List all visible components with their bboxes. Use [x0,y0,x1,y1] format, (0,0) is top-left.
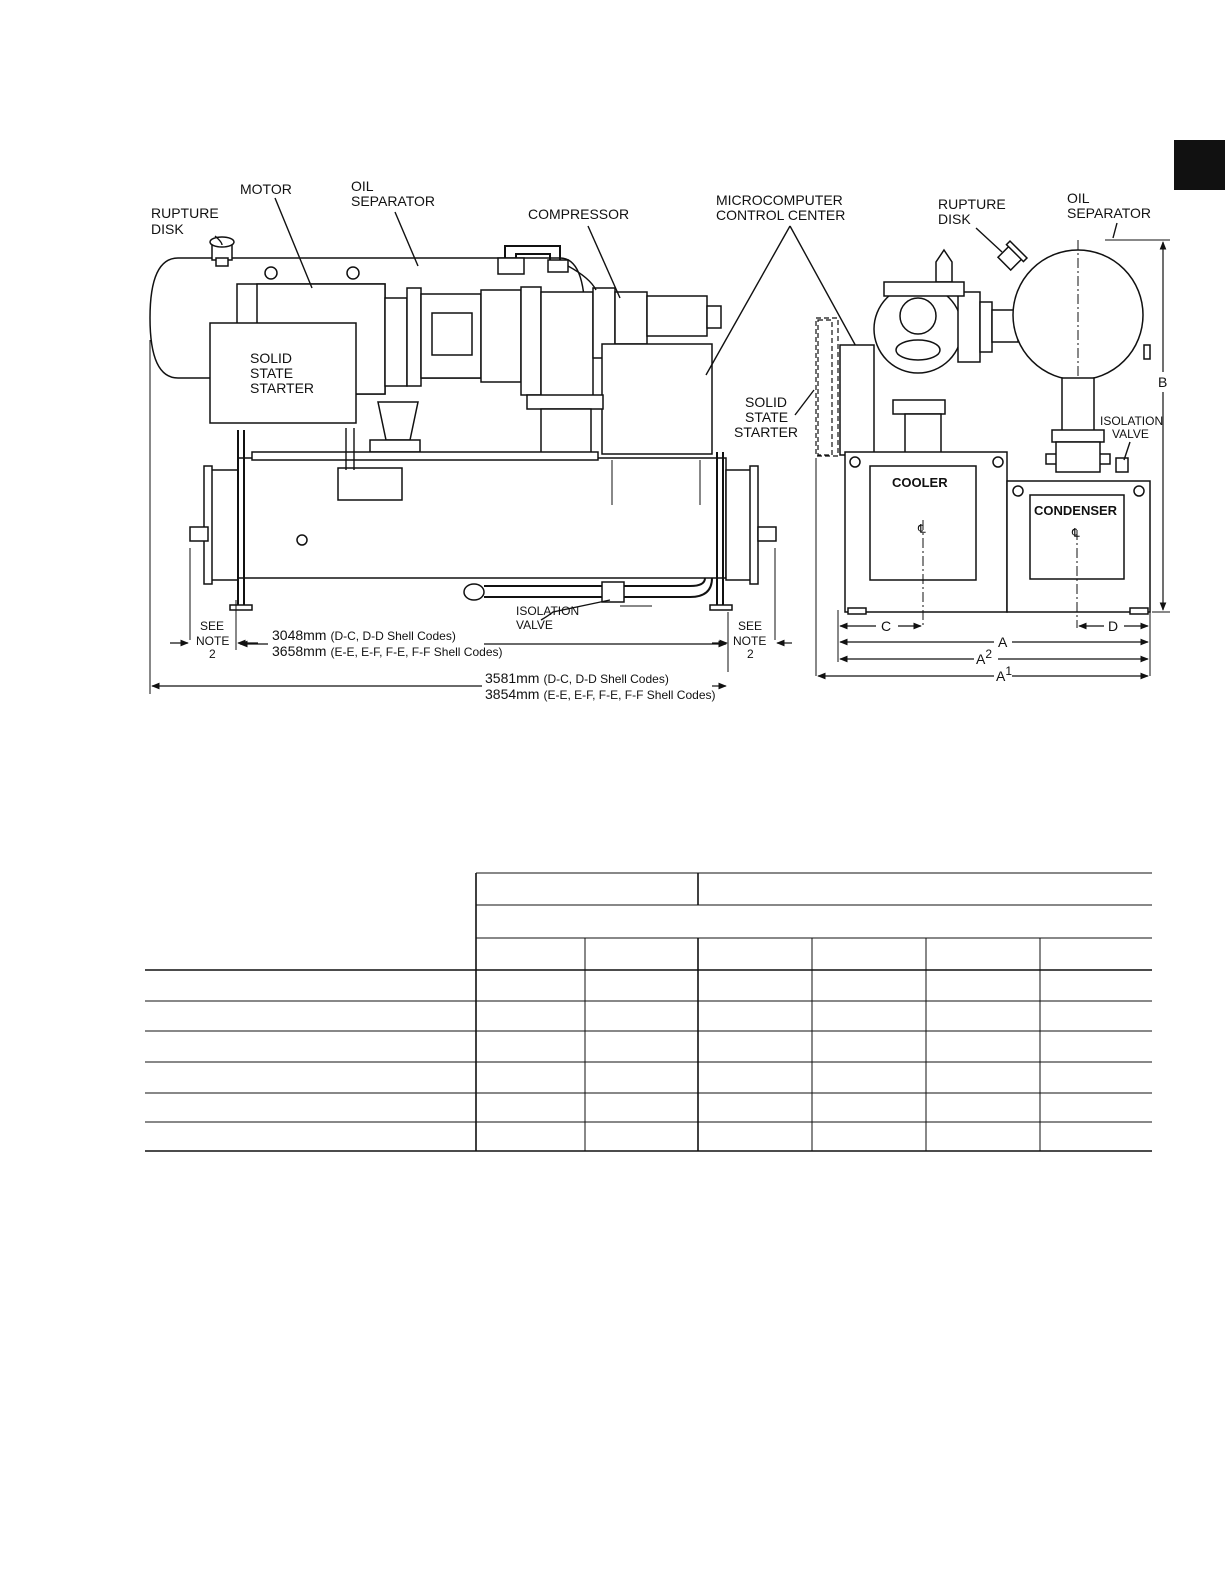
isolation-valve-label-l2: VALVE [516,618,553,632]
cooler-label: COOLER [892,475,948,490]
dim-b: B [1158,374,1168,390]
svg-text:2: 2 [747,647,754,661]
section-tab-marker [1174,140,1225,190]
oil-separator-right-l2: SEPARATOR [1067,205,1152,221]
oil-separator-label-l1: OIL [351,178,374,194]
rupture-disk-label-l2: DISK [151,221,184,237]
starter-right-l2: STATE [745,409,789,425]
starter-right-l1: SOLID [745,394,788,410]
compressor-label: COMPRESSOR [528,206,630,222]
svg-text:2: 2 [209,647,216,661]
starter-label-l3: STARTER [250,380,315,396]
rupture-disk-right-l1: RUPTURE [938,196,1006,212]
starter-right-l3: STARTER [734,424,799,440]
microcomputer-label-l2: CONTROL CENTER [716,207,846,223]
dimensions-table [145,873,1152,1151]
microcomputer-label-l1: MICROCOMPUTER [716,192,843,208]
dim-a2: A2 [976,647,993,667]
starter-label-l1: SOLID [250,350,293,366]
svg-text:3581mm(D-C, D-D Shell Codes): 3581mm (D-C, D-D Shell Codes) [485,670,669,686]
condenser-label: CONDENSER [1034,503,1118,518]
condenser-centerline-symbol: ℄ [1072,526,1080,540]
side-elevation-view [150,237,776,610]
starter-label-l2: STATE [250,365,294,381]
heat-exchanger-shell [238,458,726,578]
end-elevation-view [816,240,1150,628]
motor-label: MOTOR [240,181,292,197]
isolation-valve-right-l1: ISOLATION [1100,414,1164,428]
isolation-valve-label-l1: ISOLATION [516,604,580,618]
oil-separator-label-l2: SEPARATOR [351,193,436,209]
rupture-disk-right-l2: DISK [938,211,971,227]
dim-a: A [998,634,1008,650]
oil-separator-right-l1: OIL [1067,190,1090,206]
svg-text:SEE: SEE [200,619,225,633]
isolation-valve-right-l2: VALVE [1112,427,1149,441]
dim-a1: A1 [996,664,1013,684]
svg-text:NOTE: NOTE [733,634,767,648]
rupture-disk-label-l1: RUPTURE [151,205,219,221]
svg-text:SEE: SEE [738,619,763,633]
dim-c: C [881,618,892,634]
svg-text:3658mm(E-E, E-F, F-E, F-F Shel: 3658mm (E-E, E-F, F-E, F-F Shell Codes) [272,643,503,659]
svg-text:NOTE: NOTE [196,634,230,648]
svg-text:RUPTURE [151,205,219,221]
starter-outline-dashed [818,320,832,455]
tube-length-dimension [240,627,726,659]
svg-text:3854mm(E-E, E-F, F-E, F-F Shel: 3854mm (E-E, E-F, F-E, F-F Shell Codes) [485,686,716,702]
control-center-box [602,344,712,454]
dim-d: D [1108,618,1119,634]
svg-text:3048mm(D-C, D-D Shell Codes): 3048mm (D-C, D-D Shell Codes) [272,627,456,643]
cooler-centerline-symbol: ℄ [918,522,926,536]
svg-text:DISK [151,221,184,237]
